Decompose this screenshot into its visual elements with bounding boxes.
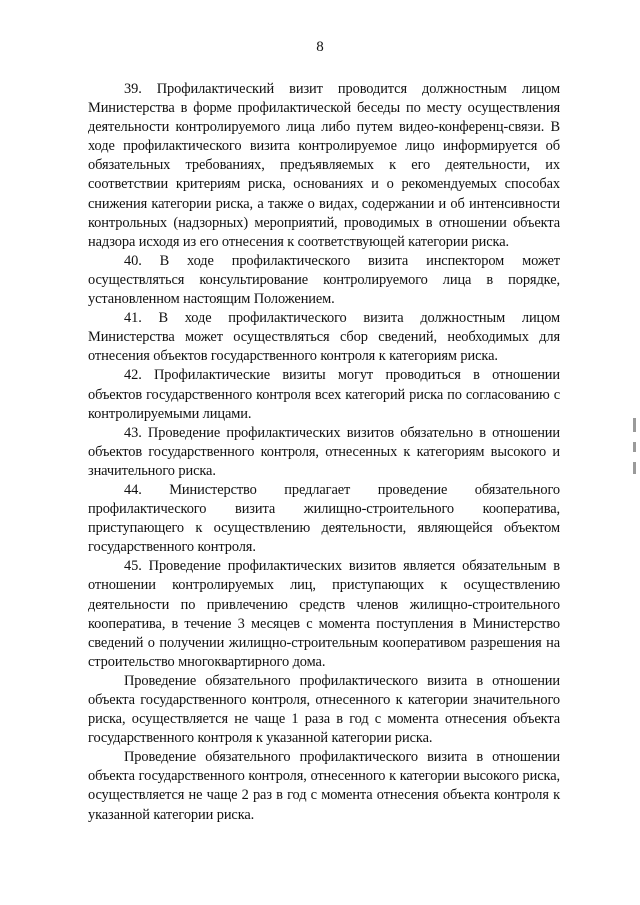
paragraph-44: 44. Министерство предлагает проведение обязательного профилактического визита жилищно-строительного кооператива, приступающего к осуществлению деятельности, являющейся объектом государственного контроля.	[88, 481, 560, 556]
paragraph-42: 42. Профилактические визиты могут проводиться в отношении объектов государственного контроля всех категорий риска по согласованию с контролируемыми лицами.	[88, 367, 560, 422]
paragraph-39: 39. Профилактический визит проводится должностным лицом Министерства в форме профилактической беседы по месту осуществления деятельности контролируемого лица либо путем видео-конференц-связи. В ходе профилактического визита контролируемое лицо информируется об обязательных требованиях, предъявляемых к его деятельности, их соответствии критериям риска, основаниях и о рекомендуемых способах снижения категории риска, а также о видах, содержании и об интенсивности контрольных (надзорных) мероприятий, проводимых в отношении объекта надзора исходя из его отнесения к соответствующей категории риска.	[88, 81, 560, 250]
paragraph-45-significant-risk: Проведение обязательного профилактического визита в отношении объекта государственного контроля, отнесенного к категории значительного риска, осуществляется не чаще 1 раза в год с момента отнесения объекта государственного контроля к указанной категории риска.	[88, 672, 560, 747]
document-body	[88, 80, 560, 825]
paragraph-45-high-risk: Проведение обязательного профилактического визита в отношении объекта государственного контроля, отнесенного к категории высокого риска, осуществляется не чаще 2 раз в год с момента отнесения объекта контроля к указанной категории риска.	[88, 749, 560, 823]
page-number: 8	[316, 39, 324, 55]
paragraph-45: 45. Проведение профилактических визитов является обязательным в отношении контролируемых лиц, приступающих к осуществлению деятельности по привлечению средств членов жилищно-строительного кооператива, в течение 3 месяцев с момента поступления в Министерство сведений о получении жилищно-строительным кооперативом разрешения на строительство многоквартирного дома.	[88, 558, 560, 670]
scan-edge-mark	[633, 442, 636, 452]
scan-edge-mark	[633, 418, 636, 432]
paragraph-43: 43. Проведение профилактических визитов обязательно в отношении объектов государственного контроля, отнесенных к категориям высокого и значительного риска.	[88, 424, 560, 479]
paragraph-40: 40. В ходе профилактического визита инспектором может осуществляться консультирование контролируемого лица в порядке, установленном настоящим Положением.	[88, 252, 560, 308]
scan-edge-mark	[633, 462, 636, 474]
paragraph-41: 41. В ходе профилактического визита должностным лицом Министерства может осуществляться сбор сведений, необходимых для отнесения объектов государственного контроля к категориям риска.	[88, 310, 560, 365]
